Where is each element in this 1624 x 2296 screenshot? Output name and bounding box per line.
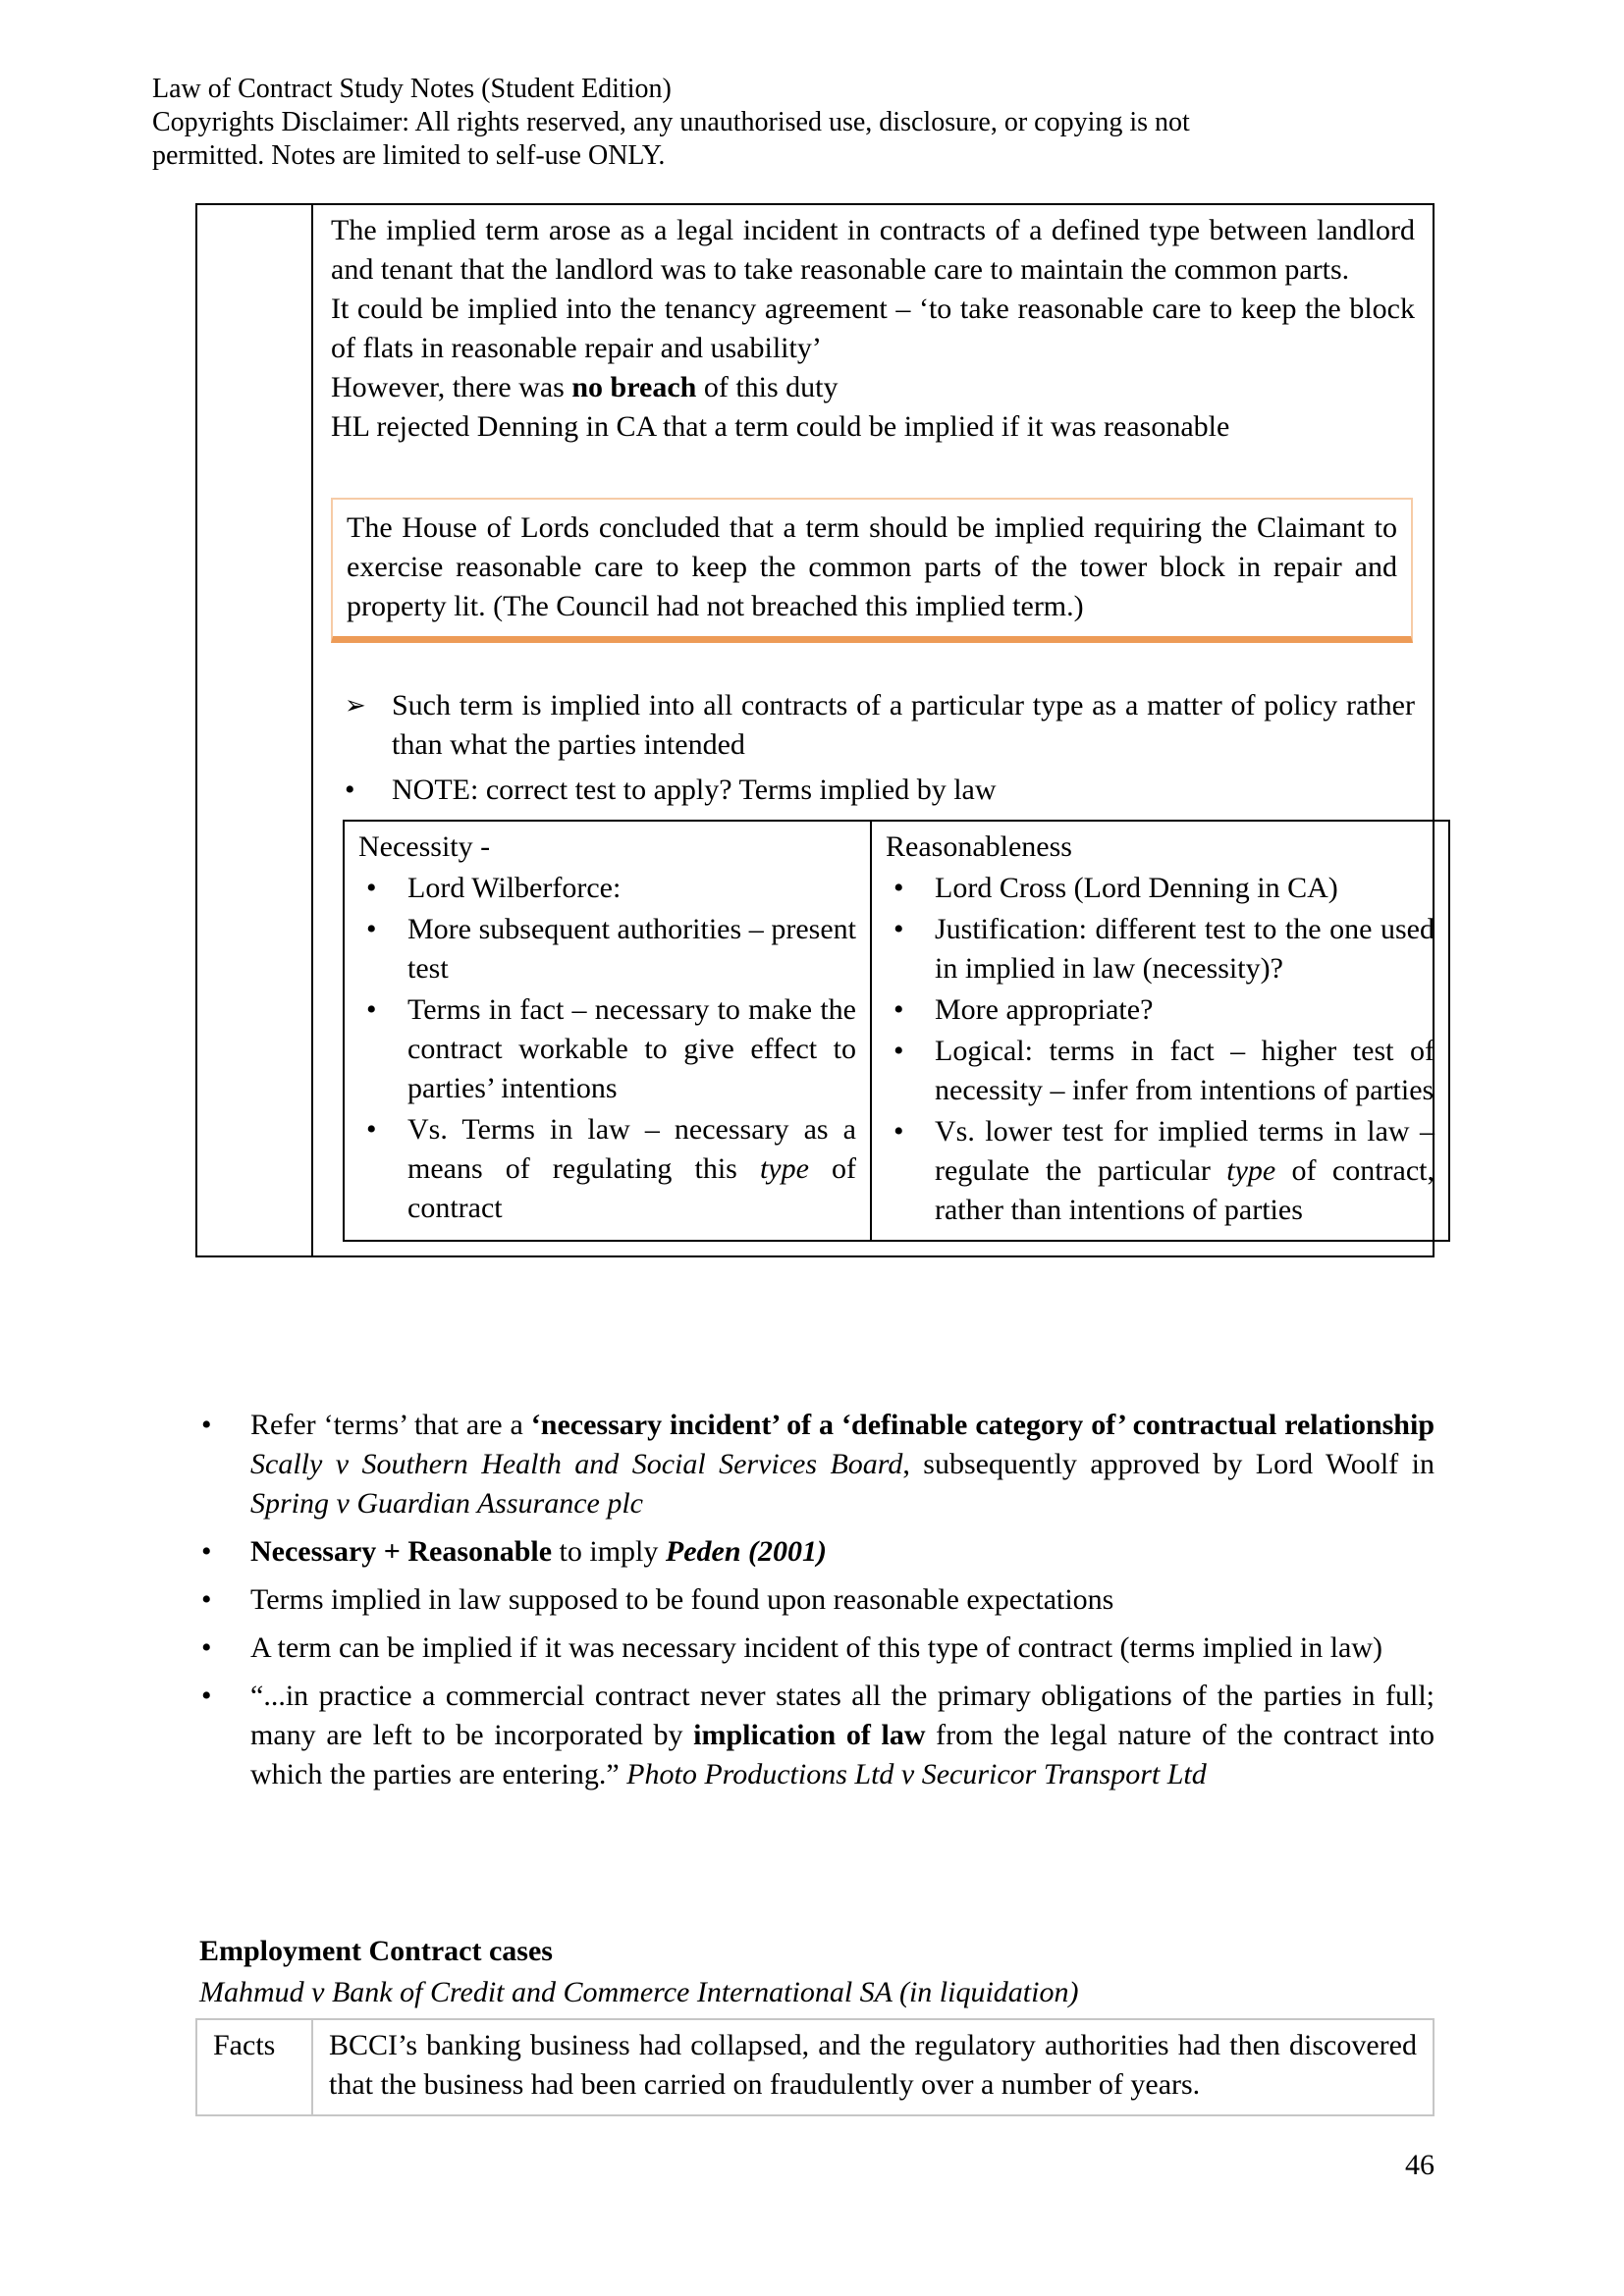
bullet-icon: •	[366, 913, 377, 945]
facts-label: Facts	[196, 2019, 312, 2115]
list-item-text: More appropriate?	[935, 993, 1154, 1026]
list-item-text: “...in practice a commercial contract never states all the primary obligations of the parties in full; many are left to be incorporated by implication of law from the legal nature of the contract into which the parties are entering.” Photo Productions Ltd v Securicor Transport Ltd	[250, 1680, 1435, 1790]
spacer	[331, 643, 1415, 686]
bullet-icon: •	[201, 1583, 212, 1616]
case-content-cell	[312, 204, 1434, 1256]
case-label-cell	[196, 204, 312, 1256]
list-item-text: Lord Cross (Lord Denning in CA)	[935, 872, 1338, 904]
list-item-text: More subsequent authorities – present test	[407, 913, 856, 985]
bullet-icon: •	[201, 1535, 212, 1568]
table-row	[344, 821, 1449, 1241]
list-item-text: A term can be implied if it was necessary incident of this type of contract (terms implied in law)	[250, 1631, 1382, 1664]
list-item	[196, 1406, 1435, 1523]
table-row	[196, 2019, 1434, 2115]
bullet-icon: •	[201, 1680, 212, 1712]
arrow-bullet-icon: ➢	[345, 691, 366, 721]
facts-table	[195, 2018, 1435, 2116]
list-item-text: Vs. lower test for implied terms in law – regulate the particular type of contract, rather than intentions of parties	[935, 1115, 1435, 1226]
bullet-icon: •	[366, 872, 377, 904]
list-item	[358, 910, 856, 988]
list-item	[886, 910, 1435, 988]
section-heading: Employment Contract cases	[199, 1935, 553, 1967]
list-item	[886, 1032, 1435, 1110]
note-bullet-item	[331, 771, 1415, 810]
header-title: Law of Contract Study Notes (Student Edition)	[152, 74, 672, 104]
arrow-bullet-text: Such term is implied into all contracts of a particular type as a matter of policy rather than what the parties intended	[392, 689, 1415, 761]
list-item	[358, 869, 856, 908]
summary-bullet-list	[196, 1406, 1435, 1803]
bullet-icon: •	[893, 1115, 904, 1148]
necessity-header: Necessity -	[358, 830, 491, 863]
list-item-text: Lord Wilberforce:	[407, 872, 622, 904]
necessity-column	[344, 821, 871, 1241]
facts-text: BCCI’s banking business had collapsed, and the regulatory authorities had then discovered that the business had been carried on fraudulently over a number of years.	[312, 2019, 1434, 2115]
list-item	[196, 1532, 1435, 1572]
case-analysis-table	[195, 203, 1435, 1257]
arrow-bullet-item	[331, 686, 1415, 765]
table-row	[196, 204, 1434, 1256]
bullet-icon: •	[366, 993, 377, 1026]
note-bullet-text: NOTE: correct test to apply? Terms implied by law	[392, 774, 997, 806]
list-item	[358, 990, 856, 1108]
paragraph: HL rejected Denning in CA that a term could be implied if it was reasonable	[331, 410, 1230, 443]
list-item-text: Refer ‘terms’ that are a ‘necessary incident’ of a ‘definable category of’ contractual relationship Scally v Southern Health and Social Services Board, subsequently approved by Lord Woolf in Spring v Guardian Assurance plc	[250, 1409, 1435, 1520]
list-item-text: Necessary + Reasonable to imply Peden (2001)	[250, 1535, 828, 1568]
case-name: Mahmud v Bank of Credit and Commerce International SA (in liquidation)	[199, 1976, 1079, 2008]
list-item	[196, 1629, 1435, 1668]
list-item-text: Terms in fact – necessary to make the contract workable to give effect to parties’ intentions	[407, 993, 856, 1104]
list-item	[886, 990, 1435, 1030]
bullet-icon: •	[345, 774, 355, 806]
list-item-text: Vs. Terms in law – necessary as a means of regulating this type of contract	[407, 1113, 856, 1224]
page-number: 46	[1405, 2149, 1435, 2181]
bullet-icon: •	[201, 1631, 212, 1664]
list-item	[886, 869, 1435, 908]
list-item	[886, 1112, 1435, 1230]
bullet-icon: •	[893, 993, 904, 1026]
reasonableness-column	[871, 821, 1449, 1241]
list-item	[196, 1677, 1435, 1794]
page-header	[152, 73, 1438, 173]
bullet-icon: •	[366, 1113, 377, 1146]
bullet-icon: •	[893, 872, 904, 904]
spacer	[331, 447, 1415, 498]
list-item-text: Justification: different test to the one used in implied in law (necessity)?	[935, 913, 1435, 985]
bullet-icon: •	[893, 1035, 904, 1067]
bullet-icon: •	[893, 913, 904, 945]
list-item	[358, 1110, 856, 1228]
holding-highlight-box: The House of Lords concluded that a term should be implied requiring the Claimant to exercise reasonable care to keep the common parts of the tower block in repair and property lit. (The Council had not breached this implied term.)	[331, 498, 1413, 643]
bullet-icon: •	[201, 1409, 212, 1441]
comparison-table	[343, 820, 1450, 1242]
paragraph: However, there was no breach of this duty	[331, 371, 839, 403]
header-disclaimer-line2: permitted. Notes are limited to self-use ONLY.	[152, 140, 666, 171]
paragraph: It could be implied into the tenancy agreement – ‘to take reasonable care to keep the block of flats in reasonable repair and usability’	[331, 293, 1415, 364]
list-item-text: Terms implied in law supposed to be found upon reasonable expectations	[250, 1583, 1114, 1616]
list-item-text: Logical: terms in fact – higher test of necessity – infer from intentions of parties	[935, 1035, 1435, 1106]
header-disclaimer-line1: Copyrights Disclaimer: All rights reserved, any unauthorised use, disclosure, or copying is not	[152, 107, 1190, 137]
paragraph: The implied term arose as a legal incident in contracts of a defined type between landlord and tenant that the landlord was to take reasonable care to maintain the common parts.	[331, 214, 1415, 286]
reasonableness-header: Reasonableness	[886, 830, 1072, 863]
list-item	[196, 1580, 1435, 1620]
